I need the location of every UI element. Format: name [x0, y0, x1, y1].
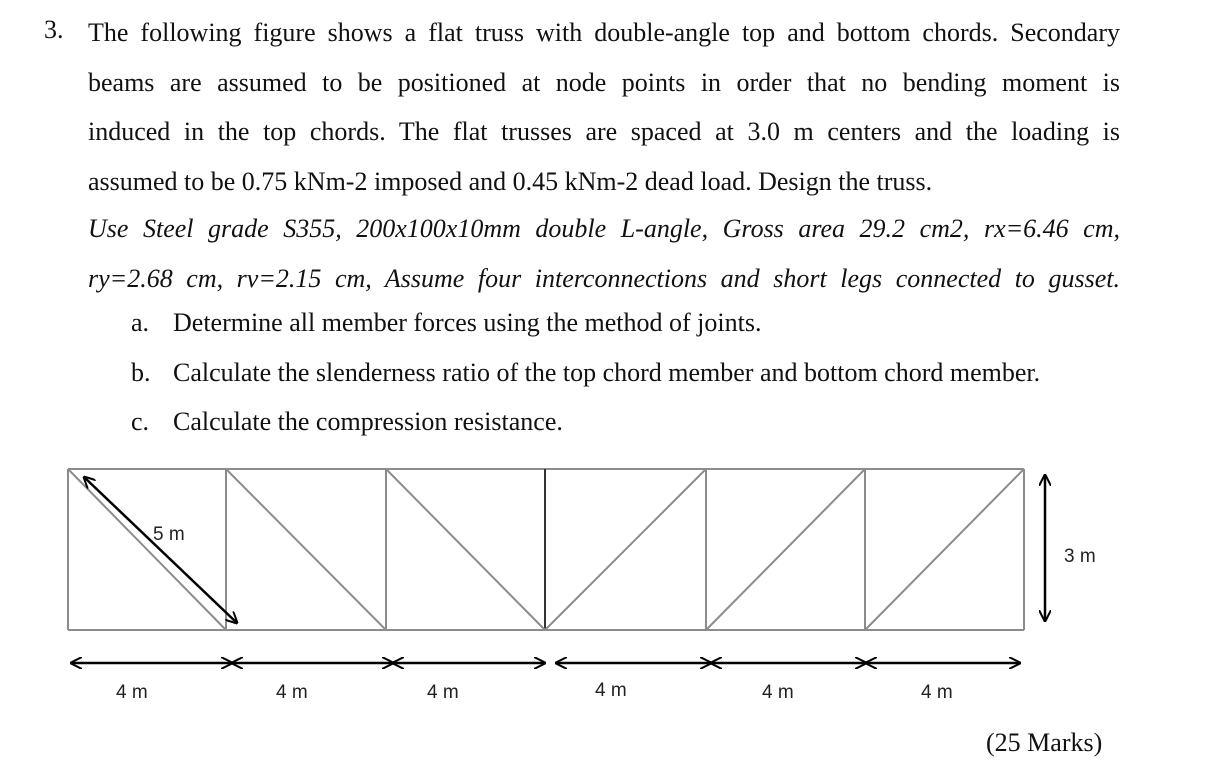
- given-line: ry=2.68 cm, rv=2.15 cm, Assume four interconnections and short legs connected to gusset.: [88, 263, 1120, 293]
- diagonal-member: [865, 469, 1024, 630]
- panel-width-label: 4 m: [762, 682, 794, 703]
- marks-label: (25 Marks): [986, 728, 1103, 757]
- part-text: Calculate the slenderness ratio of the top chord member and bottom chord member.: [173, 358, 1041, 387]
- diagonal-member: [706, 469, 865, 630]
- diagonal-length-label: 5 m: [153, 524, 185, 545]
- problem-line: The following figure shows a flat truss with double-angle top and bottom chords. Secondary: [88, 18, 1120, 47]
- part-c: [131, 407, 563, 437]
- dimension-arrows: [71, 475, 1045, 663]
- problem-line: induced in the top chords. The flat trusses are spaced at 3.0 m centers and the loading is: [88, 117, 1120, 146]
- panel-width-label: 4 m: [427, 682, 459, 703]
- diagonal-member: [386, 469, 545, 630]
- part-label: b.: [131, 358, 151, 387]
- part-label: c.: [131, 407, 150, 436]
- part-text: Determine all member forces using the method of joints.: [173, 308, 762, 337]
- question-number: 3.: [44, 15, 64, 44]
- part-a: [131, 308, 761, 338]
- diagonal-member: [68, 469, 226, 630]
- panel-width-label: 4 m: [595, 680, 627, 701]
- diagonal-dimension-arrow: [84, 477, 237, 623]
- part-text: Calculate the compression resistance.: [173, 407, 563, 436]
- panel-width-label: 4 m: [116, 682, 148, 703]
- height-label: 3 m: [1064, 546, 1096, 567]
- part-label: a.: [131, 308, 150, 337]
- problem-line: beams are assumed to be positioned at node points in order that no bending moment is: [88, 67, 1120, 97]
- diagonal-member: [226, 469, 386, 630]
- diagonal-member: [545, 469, 706, 630]
- dimension-labels: [116, 524, 1096, 703]
- truss-members: [68, 469, 1024, 630]
- part-b: [131, 358, 1040, 388]
- problem-statement: [88, 8, 1120, 206]
- truss-figure: [0, 455, 1217, 715]
- panel-width-label: 4 m: [276, 682, 308, 703]
- problem-line: assumed to be 0.75 kNm-2 imposed and 0.45 kNm-2 dead load. Design the truss.: [88, 166, 933, 196]
- given-line: Use Steel grade S355, 200x100x10mm double L-angle, Gross area 29.2 cm2, rx=6.46 cm,: [88, 214, 1120, 243]
- panel-width-label: 4 m: [921, 682, 953, 703]
- given-data: [88, 204, 1120, 303]
